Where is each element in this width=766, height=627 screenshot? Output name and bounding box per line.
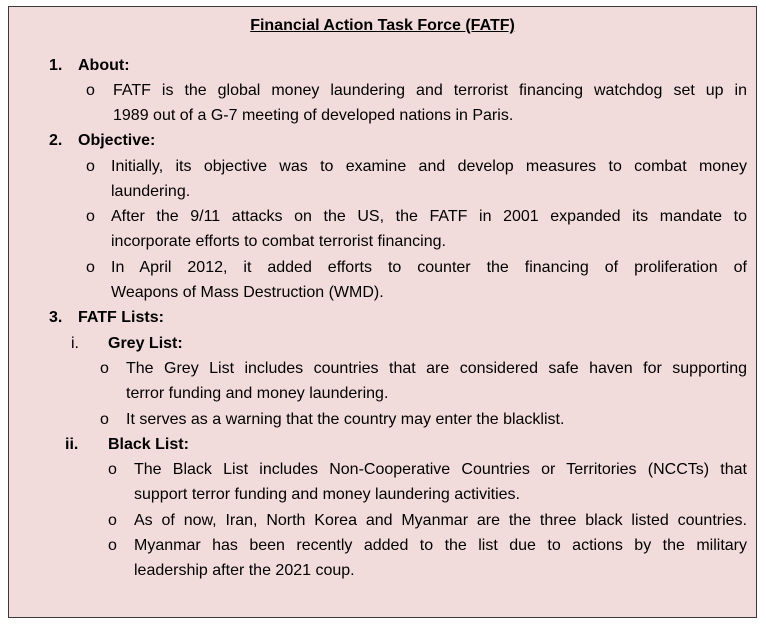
bullet-line: Myanmar has been recently added to the list due to actions by the military xyxy=(134,537,747,554)
section-number: 1. xyxy=(49,57,63,74)
bullet-line: terror funding and money laundering. xyxy=(126,385,389,402)
bullet-line: 1989 out of a G-7 meeting of developed nations in Paris. xyxy=(113,107,514,124)
bullet-line: It serves as a warning that the country may enter the blacklist. xyxy=(126,411,565,428)
bullet-line: incorporate efforts to combat terrorist financing. xyxy=(111,233,446,250)
bullet-marker: o xyxy=(100,411,109,428)
bullet-line: support terror funding and money laundering activities. xyxy=(134,486,520,503)
section-heading-about: About: xyxy=(78,57,130,74)
bullet-marker: o xyxy=(86,259,95,276)
bullet-line: The Grey List includes countries that are considered safe haven for supporting xyxy=(126,360,747,377)
bullet-line: In April 2012, it added efforts to counter the financing of proliferation of xyxy=(111,259,747,276)
bullet-line: The Black List includes Non-Cooperative Countries or Territories (NCCTs) that xyxy=(134,461,747,478)
fatf-note-box xyxy=(8,6,757,618)
bullet-line: laundering. xyxy=(111,183,191,200)
subsection-numeral: ii. xyxy=(65,436,79,453)
section-heading-fatf-lists: FATF Lists: xyxy=(78,309,164,326)
bullet-line: Initially, its objective was to examine and develop measures to combat money xyxy=(111,158,747,175)
subsection-heading-black-list: Black List: xyxy=(108,436,189,453)
bullet-marker: o xyxy=(86,208,95,225)
bullet-line: Weapons of Mass Destruction (WMD). xyxy=(111,284,384,301)
bullet-marker: o xyxy=(108,512,117,529)
bullet-marker: o xyxy=(108,461,117,478)
bullet-line: FATF is the global money laundering and terrorist financing watchdog set up in xyxy=(113,82,747,99)
bullet-marker: o xyxy=(86,82,95,99)
section-number: 2. xyxy=(49,132,63,149)
subsection-heading-grey-list: Grey List: xyxy=(108,335,183,352)
bullet-line: After the 9/11 attacks on the US, the FATF in 2001 expanded its mandate to xyxy=(111,208,747,225)
bullet-marker: o xyxy=(100,360,109,377)
document-title: Financial Action Task Force (FATF) xyxy=(250,17,515,34)
bullet-line: leadership after the 2021 coup. xyxy=(134,562,355,579)
section-number: 3. xyxy=(49,309,63,326)
bullet-marker: o xyxy=(108,537,117,554)
bullet-marker: o xyxy=(86,158,95,175)
subsection-numeral: i. xyxy=(71,335,79,352)
section-heading-objective: Objective: xyxy=(78,132,156,149)
bullet-line: As of now, Iran, North Korea and Myanmar are the three black listed countries. xyxy=(134,512,747,529)
